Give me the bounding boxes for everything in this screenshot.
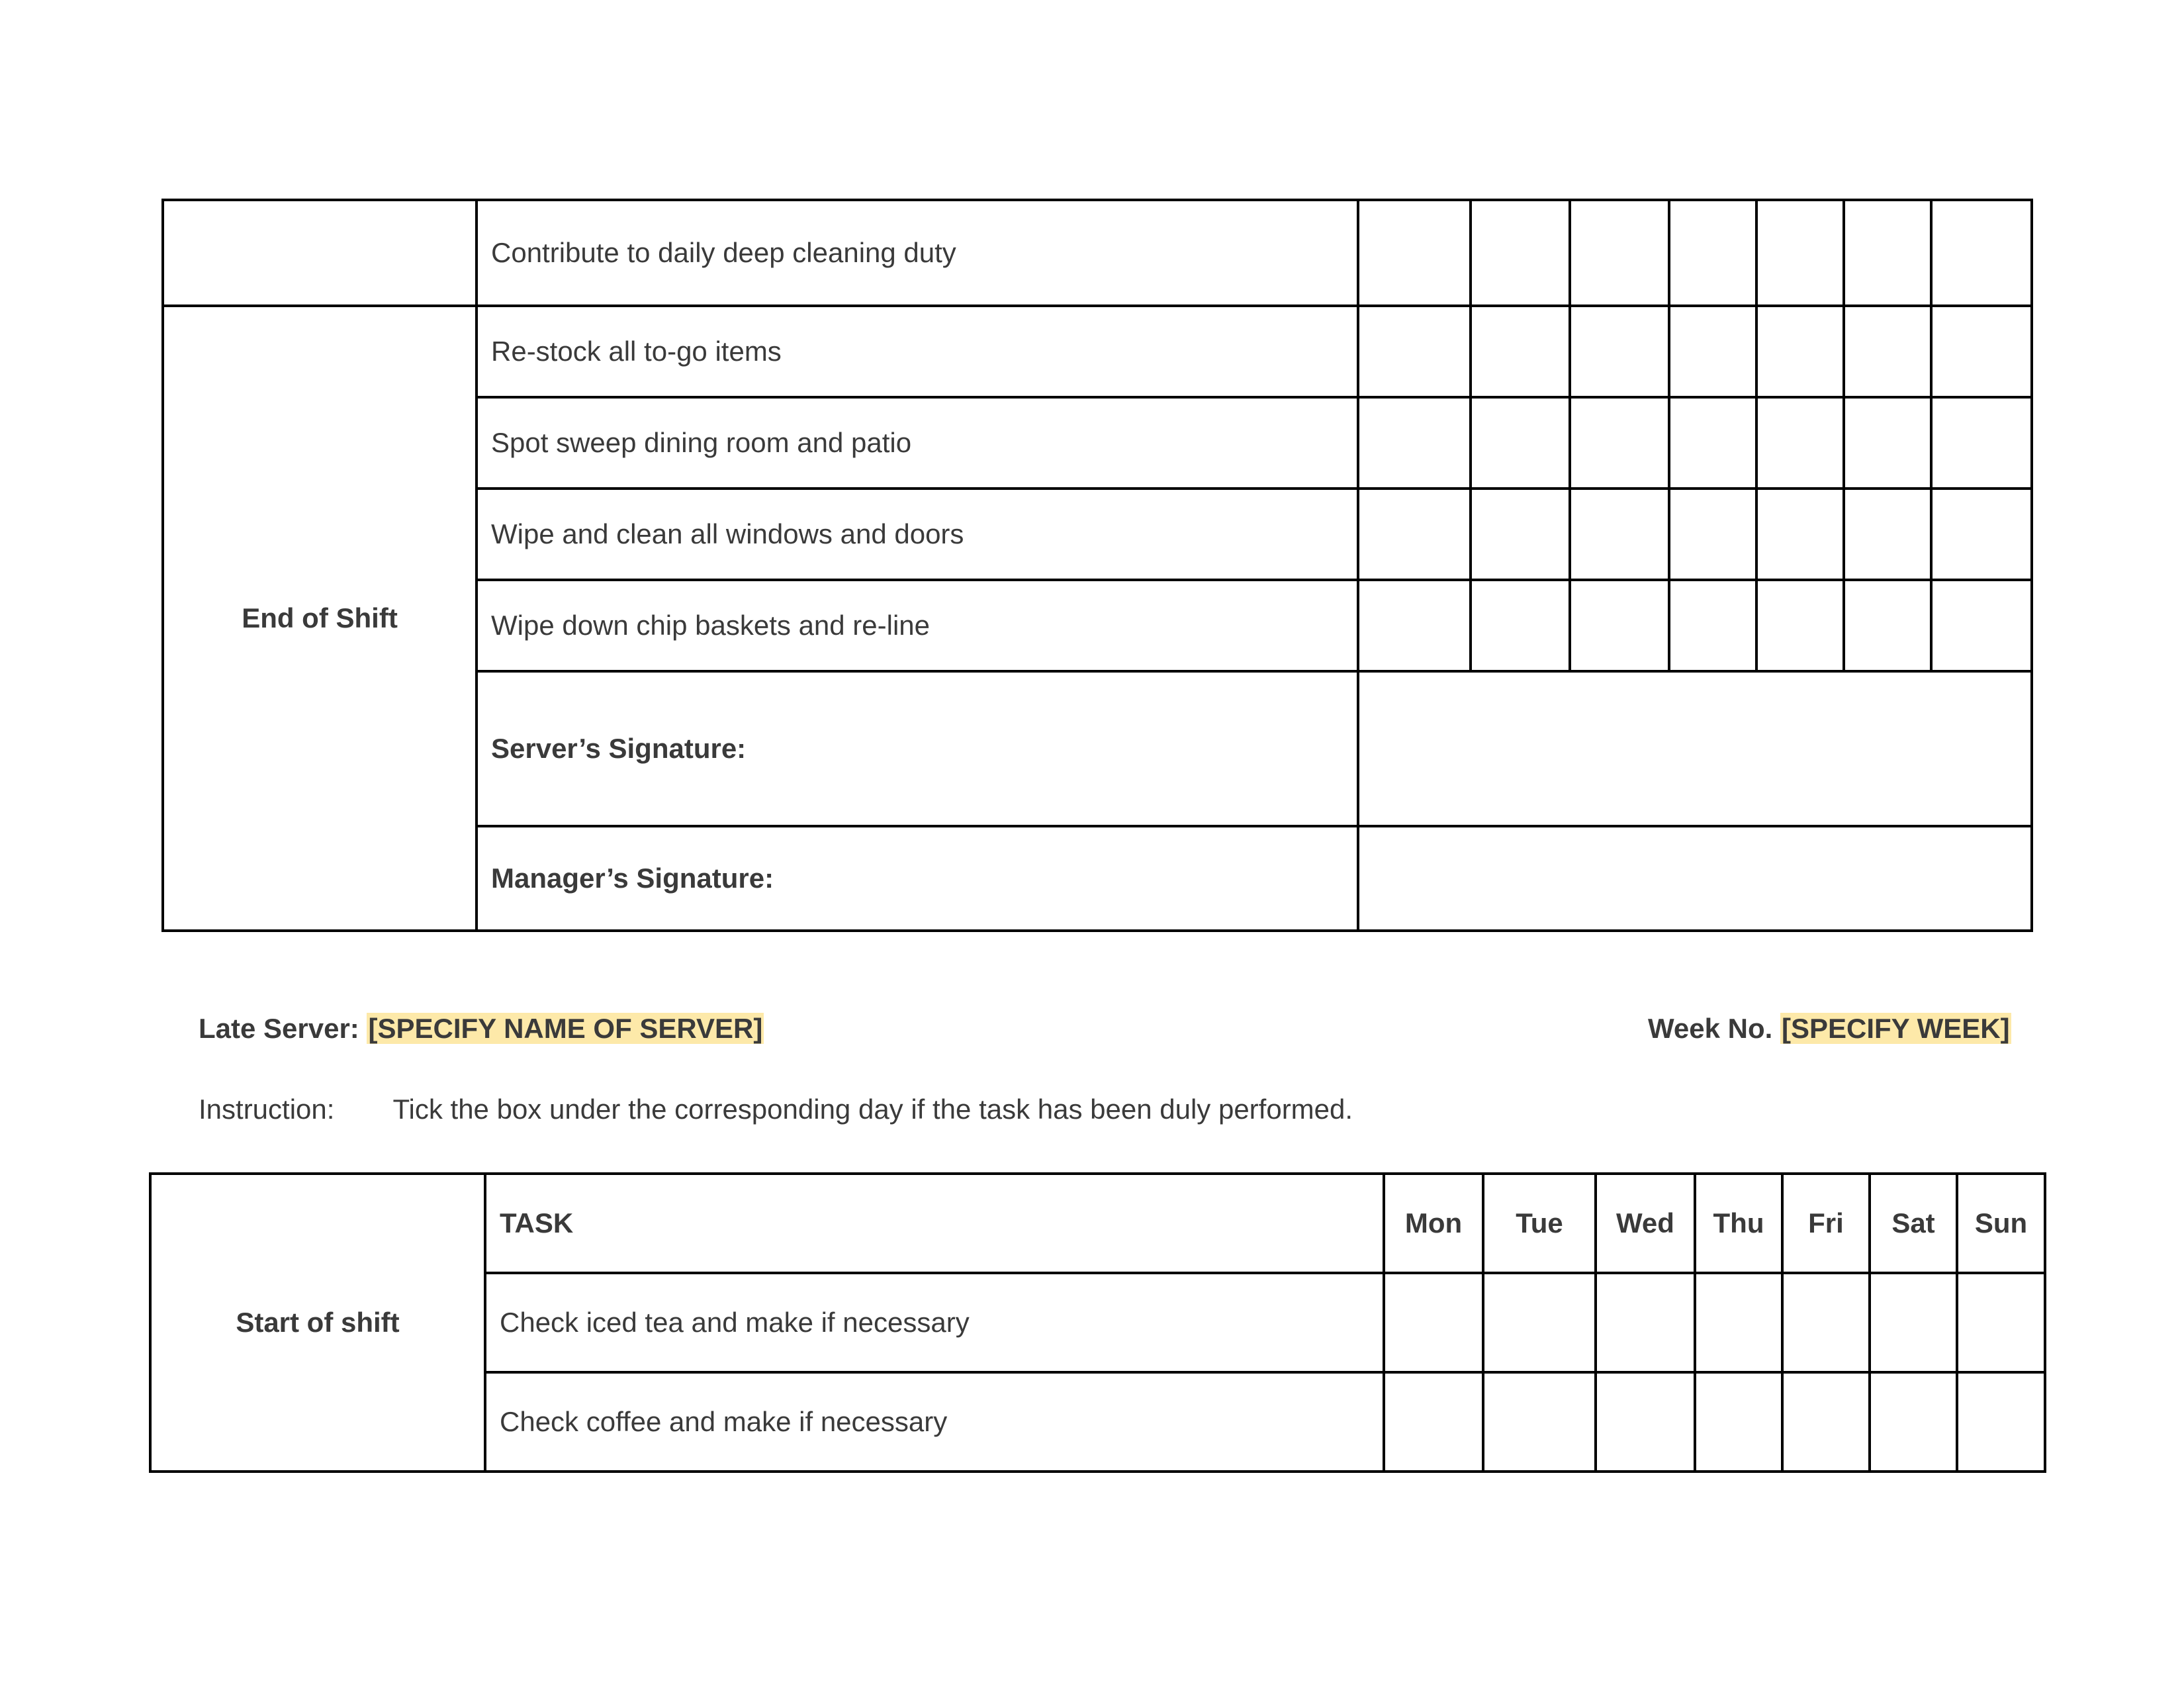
day-header-tue: Tue <box>1483 1174 1596 1273</box>
sat-checkbox-cell[interactable] <box>1844 489 1931 580</box>
late-server-label: Late Server: <box>199 1013 359 1044</box>
instruction-label: Instruction: <box>199 1094 335 1125</box>
tue-checkbox-cell[interactable] <box>1471 580 1570 671</box>
manager-signature-field[interactable] <box>1358 826 2032 931</box>
sun-checkbox-cell[interactable] <box>1957 1273 2045 1372</box>
tue-checkbox-cell[interactable] <box>1483 1273 1596 1372</box>
sat-checkbox-cell[interactable] <box>1844 200 1931 306</box>
wed-checkbox-cell[interactable] <box>1596 1273 1695 1372</box>
sat-checkbox-cell[interactable] <box>1844 397 1931 489</box>
sat-checkbox-cell[interactable] <box>1844 580 1931 671</box>
fri-checkbox-cell[interactable] <box>1756 306 1844 397</box>
thu-checkbox-cell[interactable] <box>1695 1273 1782 1372</box>
task-cell: Contribute to daily deep cleaning duty <box>477 200 1358 306</box>
day-header-sun: Sun <box>1957 1174 2045 1273</box>
sun-checkbox-cell[interactable] <box>1931 200 2032 306</box>
sun-checkbox-cell[interactable] <box>1931 580 2032 671</box>
tue-checkbox-cell[interactable] <box>1471 489 1570 580</box>
wed-checkbox-cell[interactable] <box>1570 489 1669 580</box>
end-of-shift-checklist-table <box>161 199 2033 932</box>
instruction-line <box>199 1094 1353 1125</box>
sat-checkbox-cell[interactable] <box>1844 306 1931 397</box>
wed-checkbox-cell[interactable] <box>1570 580 1669 671</box>
fri-checkbox-cell[interactable] <box>1782 1273 1870 1372</box>
week-line <box>1648 1013 2011 1045</box>
mon-checkbox-cell[interactable] <box>1358 306 1471 397</box>
task-column-header: TASK <box>485 1174 1384 1273</box>
instruction-text: Tick the box under the corresponding day if the task has been duly performed. <box>392 1094 1353 1125</box>
sun-checkbox-cell[interactable] <box>1931 489 2032 580</box>
week-number-field[interactable]: [SPECIFY WEEK] <box>1781 1013 2010 1044</box>
fri-checkbox-cell[interactable] <box>1756 397 1844 489</box>
wed-checkbox-cell[interactable] <box>1570 200 1669 306</box>
thu-checkbox-cell[interactable] <box>1669 489 1756 580</box>
tue-checkbox-cell[interactable] <box>1471 397 1570 489</box>
table-row <box>163 306 2032 397</box>
table-header-row <box>150 1174 2045 1273</box>
day-header-sat: Sat <box>1870 1174 1957 1273</box>
manager-signature-label: Manager’s Signature: <box>477 826 1358 931</box>
sun-checkbox-cell[interactable] <box>1931 306 2032 397</box>
day-header-thu: Thu <box>1695 1174 1782 1273</box>
mon-checkbox-cell[interactable] <box>1358 200 1471 306</box>
task-cell: Wipe down chip baskets and re-line <box>477 580 1358 671</box>
wed-checkbox-cell[interactable] <box>1570 306 1669 397</box>
late-server-line <box>199 1013 764 1045</box>
section-cell-empty <box>163 200 477 306</box>
server-signature-field[interactable] <box>1358 671 2032 826</box>
week-label: Week No. <box>1648 1013 1773 1044</box>
wed-checkbox-cell[interactable] <box>1596 1372 1695 1472</box>
thu-checkbox-cell[interactable] <box>1669 397 1756 489</box>
task-cell: Check iced tea and make if necessary <box>485 1273 1384 1372</box>
tue-checkbox-cell[interactable] <box>1471 200 1570 306</box>
wed-checkbox-cell[interactable] <box>1570 397 1669 489</box>
fri-checkbox-cell[interactable] <box>1756 200 1844 306</box>
thu-checkbox-cell[interactable] <box>1669 580 1756 671</box>
section-label-start-of-shift: Start of shift <box>150 1174 485 1472</box>
table-row <box>163 200 2032 306</box>
sat-checkbox-cell[interactable] <box>1870 1273 1957 1372</box>
mon-checkbox-cell[interactable] <box>1358 397 1471 489</box>
mon-checkbox-cell[interactable] <box>1384 1372 1483 1472</box>
mon-checkbox-cell[interactable] <box>1384 1273 1483 1372</box>
late-server-name-field[interactable]: [SPECIFY NAME OF SERVER] <box>368 1013 763 1044</box>
fri-checkbox-cell[interactable] <box>1756 580 1844 671</box>
start-of-shift-checklist-table <box>149 1172 2046 1473</box>
day-header-fri: Fri <box>1782 1174 1870 1273</box>
day-header-mon: Mon <box>1384 1174 1483 1273</box>
sat-checkbox-cell[interactable] <box>1870 1372 1957 1472</box>
thu-checkbox-cell[interactable] <box>1669 200 1756 306</box>
tue-checkbox-cell[interactable] <box>1483 1372 1596 1472</box>
mon-checkbox-cell[interactable] <box>1358 489 1471 580</box>
thu-checkbox-cell[interactable] <box>1695 1372 1782 1472</box>
task-cell: Wipe and clean all windows and doors <box>477 489 1358 580</box>
tue-checkbox-cell[interactable] <box>1471 306 1570 397</box>
task-cell: Spot sweep dining room and patio <box>477 397 1358 489</box>
task-cell: Re-stock all to-go items <box>477 306 1358 397</box>
section-label-end-of-shift: End of Shift <box>163 306 477 931</box>
server-signature-label: Server’s Signature: <box>477 671 1358 826</box>
fri-checkbox-cell[interactable] <box>1782 1372 1870 1472</box>
sun-checkbox-cell[interactable] <box>1931 397 2032 489</box>
sun-checkbox-cell[interactable] <box>1957 1372 2045 1472</box>
day-header-wed: Wed <box>1596 1174 1695 1273</box>
mon-checkbox-cell[interactable] <box>1358 580 1471 671</box>
fri-checkbox-cell[interactable] <box>1756 489 1844 580</box>
thu-checkbox-cell[interactable] <box>1669 306 1756 397</box>
task-cell: Check coffee and make if necessary <box>485 1372 1384 1472</box>
